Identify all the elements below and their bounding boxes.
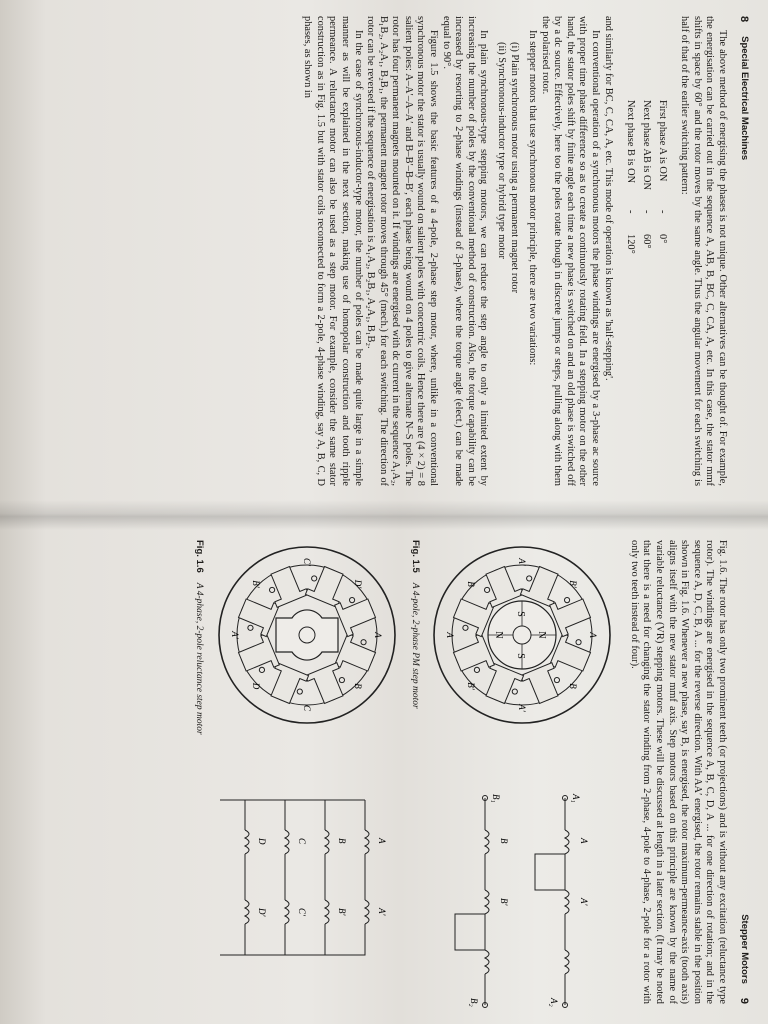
figure-1-5-caption (410, 540, 421, 709)
pm-motor-winding-circuit (430, 790, 605, 1015)
rotor-pole-label: N (536, 631, 548, 639)
terminal-label: A₁ (571, 794, 582, 803)
figure-number: Fig. 1.6 (194, 540, 206, 573)
figure-caption-text: A 4-pole, 2-phase PM step motor (410, 582, 421, 709)
phase-sequence-table (622, 100, 670, 486)
stator-pole-label: D (251, 682, 262, 690)
stator-pole (335, 593, 378, 637)
figure-number: Fig. 1.5 (410, 540, 422, 573)
left-page-number: 8 (738, 16, 750, 23)
coil-side-mark (484, 587, 491, 594)
stator-pole (236, 593, 279, 637)
coil-label: D (257, 838, 268, 845)
coil-side-mark (297, 688, 304, 695)
figures-area (187, 540, 617, 1007)
coil-label: D′ (257, 908, 268, 917)
paragraph-energising-method: The above method of energising the phases is not unique. Other alternatives can be thought of. For example, the energisation can be carried out in the sequence A, AB, B, BC, C, CA, A, etc. In this case, the stator mmf shifts in space by 60° and the rotor moves by the same angle. Thus the angular movement for each switching is half of that of the earlier switching pattern: (679, 16, 728, 486)
stator-pole-label: B′ (251, 580, 262, 588)
right-running-head (738, 540, 750, 1004)
paragraph-plain-synchronous: In plain synchronous-type stepping motors, we can reduce the step angle to only a limited extent by increasing the number of poles by the conventional method of construction. Also, the torque capability can be increased by resorting to 2-phase windings (instead of 3-phase), where the torque angle (elect.) can be made equal to 90°. (440, 16, 490, 486)
coil-label: B (499, 838, 510, 844)
coil-side-mark (526, 575, 533, 582)
coil-side-mark (269, 587, 276, 594)
stator-pole (265, 663, 309, 706)
paragraph-half-stepping: and similarly for BC, C, CA, A, etc. This mode of operation is known as 'half-stepping'. (602, 16, 614, 381)
coil-side-mark (311, 575, 318, 582)
rotor-pole-label: S (515, 611, 527, 617)
stator-pole (306, 663, 350, 706)
coil-side-mark (575, 639, 582, 646)
phase-row: Next phase B is ON - 120° (624, 100, 636, 254)
phase-row: First phase A is ON - 0° (656, 100, 668, 244)
terminal-label: A₂ (549, 998, 560, 1007)
figure-1-6-caption (194, 540, 205, 735)
rotor-pole-label: S (515, 653, 527, 659)
paragraph-conventional-operation: In conventional operation of a synchronous motors the phase windings are energised by a 3-phase ac source with proper time phase difference so as to create a continuously rotating field. In a stepping motor on the other hand, the stator poles shift by finite angle each time a new phase is switched on and an old phase is switched off by a dc source. Effectively, here too the poles rotate though in discrete jumps or steps, pulling along with them the polarised rotor. (539, 16, 602, 486)
coil-label: A (579, 838, 590, 844)
stator-pole-label: A′ (517, 704, 528, 712)
coil-label: C (297, 838, 308, 845)
coil-side-mark (259, 667, 266, 674)
stator-pole-label: B′ (466, 682, 477, 690)
stator-pole (335, 633, 378, 677)
stator-pole-label: C (302, 704, 313, 712)
right-running-title: Stepper Motors (739, 914, 750, 984)
right-page-number: 9 (738, 997, 750, 1004)
coil-label: B (337, 838, 348, 844)
stator-pole-label: C′ (302, 558, 313, 566)
stator-pole (306, 564, 350, 607)
coil-side-mark (474, 667, 481, 674)
paragraph-figure-1-5: Figure 1.5 shows the basic features of a 4-pole, 2-phase step motor, where, unlike in a conventional synchronous motor the stator is usually wound on salient poles with concentric coils. Hence there are (4 × 2) = 8 salient poles: A–A′–A–A′ and B–B′–B–B′, each phase being wound on 4 poles to give alternate N–S poles. The rotor has four permanent magnets mounted on it. If windings are energised with dc current in the sequence A₁A₂, B₁B₂, A₂A₁, B₂B₁, the permanent magnet rotor moves through 45° (mech.) for each switching. The direction of rotor can be reversed if the sequence of energisation is A₁A₂, B₂B₁, A₂A₁, B₁B₂. (365, 16, 440, 486)
coil-label: B′ (337, 908, 348, 916)
stator-pole-label: B (466, 581, 477, 587)
paragraph-variations-intro: In stepper motors that use synchronous motor principle, there are two variations: (527, 30, 539, 366)
left-running-head (738, 16, 750, 486)
coil-side-mark (564, 597, 571, 604)
coil-side-mark (247, 624, 254, 631)
variation-item: (ii) Synchronous-inductor type or hybrid type motor (496, 42, 508, 260)
paragraph-synchronous-inductor: In the case of synchronous-inductor-type motor, the number of poles can be made quite large in a simple manner as will be explained in the next section, making use of homopolar construction and tooth ripple permeance. A reluctance motor can also be used as a step motor. For example, consider the same stator construction as in Fig. 1.5 but with stator coils reconnected to form a 2-pole, 4-phase winding, say A, B, C, D phases, as shown in (302, 16, 364, 486)
right-page (0, 518, 768, 1024)
left-running-title: Special Electrical Machines (739, 36, 750, 161)
terminal-label: B₂ (469, 998, 480, 1007)
coil-side-mark (349, 597, 356, 604)
coil-side-mark (462, 624, 469, 631)
phase-row: Next phase AB is ON - 60° (640, 100, 652, 249)
stator-pole-label: B (353, 683, 364, 689)
coil-side-mark (360, 639, 367, 646)
reluctance-step-motor-diagram (212, 540, 402, 730)
stator-pole (236, 633, 279, 677)
coil-label: A′ (377, 908, 388, 916)
rotor-pole-label: N (493, 631, 505, 639)
pm-step-motor-diagram (427, 540, 617, 730)
coil-label: A (377, 838, 388, 844)
terminal-label: B₁ (491, 794, 502, 803)
paragraph-reluctance-rotor: Fig. 1.6. The rotor has only two prominent teeth (or projections) and is without any excitation (reluctance type rotor). The windings are energised in the sequence A, B, C, D, A ... for one direction of rotation; and in the sequence A, D, C, B, A ... for the reverse direction. With AA′ energised, the rotor remains stable in the position shown in Fig. 1.6. Whenever a new phase, say B, is energised, the rotor maximum-permeance-axis (tooth axis) aligns itself with the new stator mmf axis. Step motors based on this principle are known by the name of variable reluctance (VR) stepping motors. These will be discussed at length in a later section. (It may be noted that there is a need for changing the stator winding from 2-phase, 4-pole to 4-phase, 2-pole for a rotor with only two teeth instead of four). (628, 540, 728, 1004)
stator-pole (265, 564, 309, 607)
stator-pole-label: B′ (568, 580, 579, 588)
figure-caption-text: A 4-phase, 2-pole reluctance step motor (194, 582, 205, 735)
stator-pole-label: A (588, 632, 599, 638)
stator-pole-label: A (373, 632, 384, 638)
coil-label: C′ (297, 908, 308, 916)
stator-pole-label: A′ (517, 558, 528, 566)
stator-pole-label: A (445, 632, 456, 638)
stator-pole-label: D′ (353, 579, 364, 589)
variation-item: (i) Plain synchronous motor using a permanent magnet rotor (509, 42, 521, 294)
coil-side-mark (512, 688, 519, 695)
coil-label: B′ (499, 898, 510, 906)
reluctance-motor-winding-circuit (210, 790, 395, 1015)
coil-label: A′ (579, 898, 590, 906)
variations-list (495, 42, 521, 486)
coil-side-mark (339, 677, 346, 684)
stator-pole-label: A′ (230, 631, 241, 639)
coil-side-mark (554, 677, 561, 684)
stator-pole-label: B (568, 683, 579, 689)
